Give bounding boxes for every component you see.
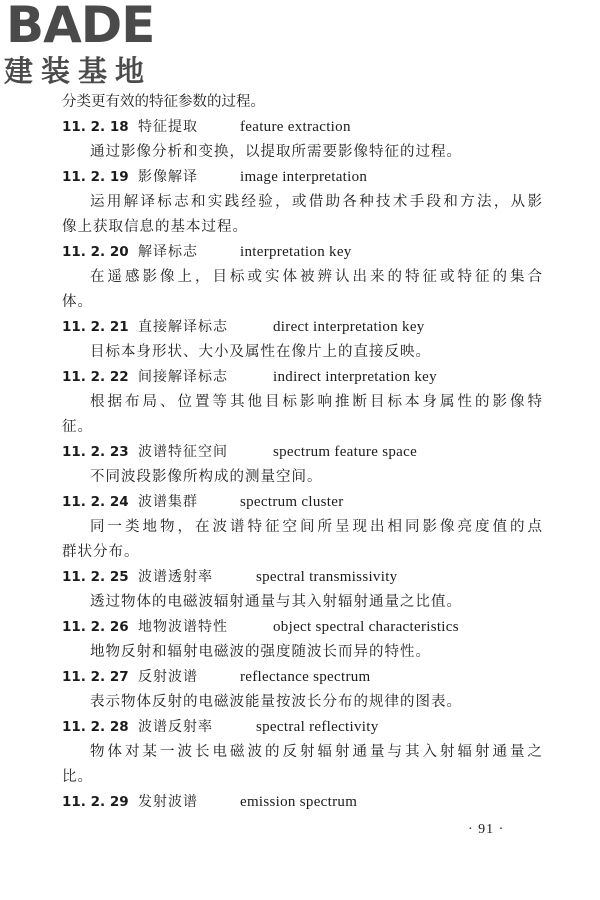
term-number: 11. 2. 23 <box>62 444 129 460</box>
definition-line: 体。 <box>62 294 93 310</box>
definition-line: 地物反射和辐射电磁波的强度随波长而异的特性。 <box>90 644 431 660</box>
logo <box>0 0 180 92</box>
term-english: feature extraction <box>240 119 351 135</box>
term-number: 11. 2. 18 <box>62 119 129 135</box>
term-entry-11-2-29 <box>62 790 542 815</box>
term-number: 11. 2. 29 <box>62 794 129 810</box>
document-body <box>62 90 542 815</box>
term-number: 11. 2. 19 <box>62 169 129 185</box>
term-entry-11-2-18 <box>62 115 542 140</box>
term-chinese: 波谱透射率 <box>138 569 213 585</box>
definition-line: 群状分布。 <box>62 544 140 560</box>
term-entry-11-2-21 <box>62 315 542 340</box>
term-chinese: 间接解译标志 <box>138 369 228 385</box>
definition-line: 征。 <box>62 419 93 435</box>
term-number: 11. 2. 24 <box>62 494 129 510</box>
term-chinese: 反射波谱 <box>138 669 198 685</box>
term-chinese: 发射波谱 <box>138 794 198 810</box>
term-entry-11-2-19 <box>62 165 542 190</box>
term-chinese: 波谱集群 <box>138 494 198 510</box>
definition-line: 运用解译标志和实践经验，或借助各种技术手段和方法，从影 <box>90 194 542 210</box>
definition-line: 比。 <box>62 769 93 785</box>
term-chinese: 特征提取 <box>138 119 198 135</box>
term-number: 11. 2. 20 <box>62 244 129 260</box>
term-number: 11. 2. 27 <box>62 669 129 685</box>
term-number: 11. 2. 26 <box>62 619 129 635</box>
term-english: image interpretation <box>240 169 368 185</box>
definition-line: 表示物体反射的电磁波能量按波长分布的规律的图表。 <box>90 694 462 710</box>
term-entry-11-2-28 <box>62 715 542 740</box>
term-english: interpretation key <box>240 244 352 260</box>
term-chinese: 直接解译标志 <box>138 319 228 335</box>
term-number: 11. 2. 21 <box>62 319 129 335</box>
term-entry-11-2-25 <box>62 565 542 590</box>
term-number: 11. 2. 28 <box>62 719 129 735</box>
term-english: spectrum cluster <box>240 494 344 510</box>
term-english: reflectance spectrum <box>240 669 371 685</box>
definition-line: 通过影像分析和变换，以提取所需要影像特征的过程。 <box>90 144 462 160</box>
term-english: spectrum feature space <box>273 444 418 460</box>
term-chinese: 影像解译 <box>138 169 198 185</box>
term-chinese: 波谱反射率 <box>138 719 213 735</box>
page-number: · 91 · <box>468 822 505 837</box>
definition-line: 不同波段影像所构成的测量空间。 <box>90 469 323 485</box>
term-entry-11-2-20 <box>62 240 542 265</box>
term-english: spectral transmissivity <box>256 569 398 585</box>
term-english: spectral reflectivity <box>256 719 379 735</box>
term-entry-11-2-27 <box>62 665 542 690</box>
term-english: indirect interpretation key <box>273 369 437 385</box>
term-number: 11. 2. 22 <box>62 369 129 385</box>
term-english: object spectral characteristics <box>273 619 459 635</box>
definition-line: 目标本身形状、大小及属性在像片上的直接反映。 <box>90 344 431 360</box>
term-english: direct interpretation key <box>273 319 425 335</box>
definition-line: 同一类地物，在波谱特征空间所呈现出相同影像亮度值的点 <box>90 519 542 535</box>
term-entry-11-2-22 <box>62 365 542 390</box>
term-chinese: 地物波谱特性 <box>138 619 228 635</box>
body-text-line: 分类更有效的特征参数的过程。 <box>62 94 265 110</box>
term-english: emission spectrum <box>240 794 358 810</box>
term-number: 11. 2. 25 <box>62 569 129 585</box>
definition-line: 在遥感影像上，目标或实体被辨认出来的特征或特征的集合 <box>90 269 542 285</box>
term-chinese: 波谱特征空间 <box>138 444 228 460</box>
logo-chinese-text: 建装基地 <box>4 54 153 88</box>
term-entry-11-2-23 <box>62 440 542 465</box>
term-entry-11-2-24 <box>62 490 542 515</box>
definition-line: 像上获取信息的基本过程。 <box>62 219 248 235</box>
logo-wordmark: BADE <box>6 0 155 54</box>
definition-line: 物体对某一波长电磁波的反射辐射通量与其入射辐射通量之 <box>90 744 542 760</box>
definition-line: 透过物体的电磁波辐射通量与其入射辐射通量之比值。 <box>90 594 462 610</box>
term-entry-11-2-26 <box>62 615 542 640</box>
term-chinese: 解译标志 <box>138 244 198 260</box>
definition-line: 根据布局、位置等其他目标影响推断目标本身属性的影像特 <box>90 394 542 410</box>
